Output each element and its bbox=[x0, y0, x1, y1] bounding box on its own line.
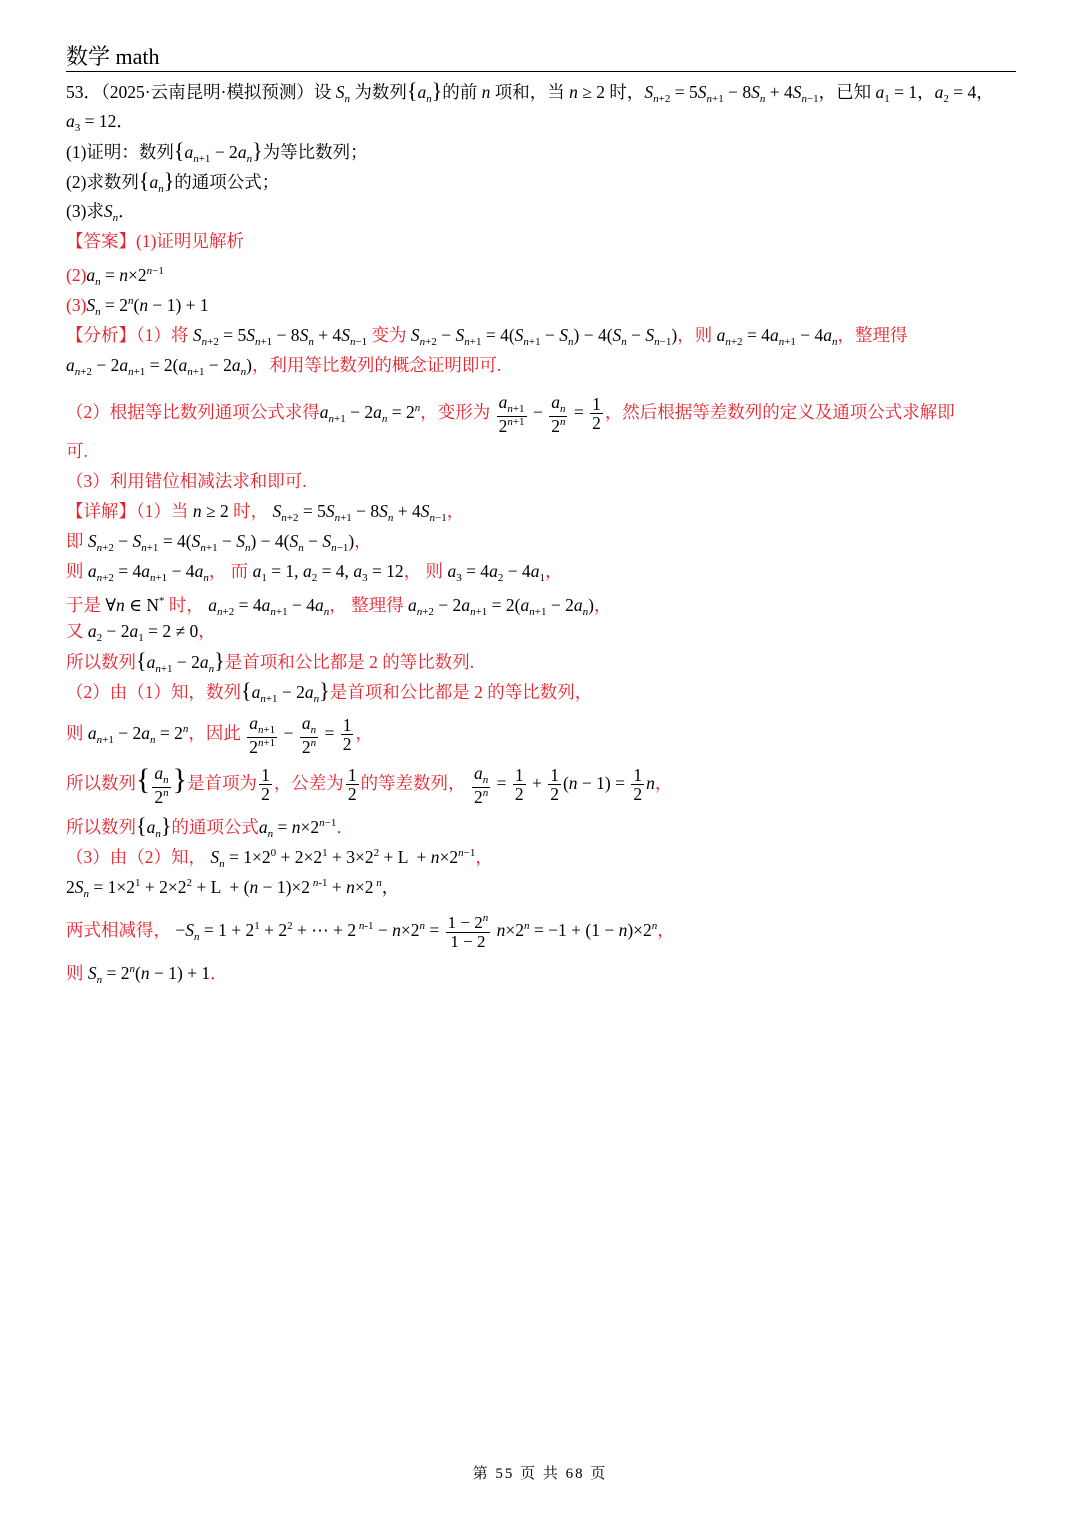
solution-11: （3）由（2）知， $S_n = 1\times 2^0 + 2\times 2^1 + 3\times 2^2 + L + n\times 2^{n-1}$， bbox=[66, 847, 493, 870]
solution-9: 所以数列{ $\frac{a_n}{2^n}$ }是首项为 $\frac{1}{2}$ ，公差为 $\frac{1}{2}$ 的等差数列， $\frac{a_n}{2^n}$ = $\frac{1}{2}$ + $\frac{1}{2}$ (n − 1) = $\frac{1}{2}$ n， bbox=[66, 763, 673, 807]
page-header: 数学 math bbox=[66, 44, 160, 69]
answer-label: 【答案】 bbox=[66, 231, 136, 251]
analysis-1: 【分析】（1）将 $S_{n+2} = 5S_{n+1} - 8S_n + 4S_{n-1}$ 变为 $S_{n+2} - S_{n+1} = 4(S_{n+1} - S_n) - 4(S_n - S_{n-1})$，则 $a_{n+2} = 4a_{n+1} - 4a_n$，整理得 bbox=[66, 325, 908, 348]
solution-5: 又 $a_2 - 2a_1 = 2 \ne 0$， bbox=[66, 621, 216, 644]
analysis-2-cont: 可. bbox=[66, 441, 88, 461]
analysis-3: （3）利用错位相减法求和即可. bbox=[66, 471, 307, 491]
solution-10: 所以数列$\{a_n\}$的通项公式$a_n = n\times 2^{n-1}$． bbox=[66, 813, 354, 840]
analysis-label: 【分析】 bbox=[66, 325, 136, 345]
solution-7: （2）由（1）知，数列$\{a_{n+1} - 2a_n\}$是首项和公比都是 2 的等比数列， bbox=[66, 678, 593, 705]
header-rule bbox=[66, 71, 1016, 72]
analysis-1-cont: $a_{n+2} - 2a_{n+1} = 2(a_{n+1} - 2a_n)$，利用等比数列的概念证明即可. bbox=[66, 355, 502, 378]
solution-3: 则 $a_{n+2} = 4a_{n+1} - 4a_n$， 而 $a_1 = 1$, $a_2 = 4$, $a_3 = 12$， 则 $a_3 = 4a_2 - 4a_1$， bbox=[66, 561, 563, 584]
task-1: (1)证明：数列$\{a_{n+1} - 2a_n\}$为等比数列； bbox=[66, 138, 368, 165]
analysis-2: （2）根据等比数列通项公式求得$a_{n+1} - 2a_n = 2^n$，变形为 $\frac{a_{n+1}}{2^{n+1}}$ − $\frac{a_n}{2^n}$ = $\frac{1}{2}$ ，然后根据等差数列的定义及通项公式求解即 bbox=[66, 392, 955, 436]
answer-3: $(3)S_n = 2^n(n - 1) + 1$ bbox=[66, 295, 209, 318]
problem-stem: 53．（2025·云南昆明·模拟预测）设 $S_n$ 为数列$\{a_n\}$的前 n 项和，当 n ≥ 2 时，$S_{n+2} = 5S_{n+1} - 8S_n + 4S_{n-1}$，已知 $a_1 = 1$，$a_2 = 4$， bbox=[66, 78, 994, 105]
solution-1: 【详解】（1）当 n ≥ 2 时， $S_{n+2} = 5S_{n+1} - 8S_n + 4S_{n-1}$， bbox=[66, 501, 465, 524]
solution-2: 即 $S_{n+2} - S_{n+1} = 4(S_{n+1} - S_n) - 4(S_n - S_{n-1})$， bbox=[66, 531, 372, 554]
solution-4: 于是 ∀n ∈ N* 时， $a_{n+2} = 4a_{n+1} - 4a_n$， 整理得 $a_{n+2} - 2a_{n+1} = 2(a_{n+1} - 2a_n)$， bbox=[66, 595, 612, 618]
answer-1: 【答案】(1)证明见解析 bbox=[66, 231, 244, 251]
problem-number: 53． bbox=[66, 82, 101, 102]
solution-8: 则 $a_{n+1} - 2a_n = 2^n$，因此 $\frac{a_{n+1}}{2^{n+1}}$ − $\frac{a_n}{2^n}$ = $\frac{1}{2}$ ， bbox=[66, 713, 373, 757]
solution-label: 【详解】 bbox=[66, 501, 136, 521]
problem-source: （2025·云南昆明·模拟预测） bbox=[101, 82, 314, 102]
solution-14: 则 $S_n = 2^n(n - 1) + 1$． bbox=[66, 963, 228, 986]
solution-12: $2S_n = 1\times 2^1 + 2\times 2^2 + L + (n - 1)\times 2$ $^{n-1}$ + n×2 $^n$， bbox=[66, 877, 400, 900]
solution-6: 所以数列$\{a_{n+1} - 2a_n\}$是首项和公比都是 2 的等比数列. bbox=[66, 648, 475, 675]
solution-13: 两式相减得， $-S_n = 1 + 2^1 + 2^2$ + ⋯ + 2 $^{n-1} - n\times 2^n$ = $\frac{1 - 2^n}{1 - 2}$ $n\times 2^n = -1 + (1 - n)\times 2^n$， bbox=[66, 912, 675, 951]
problem-stem-cont: $a_3 = 12$． bbox=[66, 111, 134, 134]
task-3: (3)求$S_n$． bbox=[66, 201, 136, 224]
page-footer: 第 55 页 共 68 页 bbox=[472, 1466, 608, 1482]
document-body bbox=[66, 76, 1021, 984]
answer-2: $(2)a_n = n\times 2^{n-1}$ bbox=[66, 265, 164, 288]
task-2: (2)求数列$\{a_n\}$的通项公式； bbox=[66, 168, 280, 195]
